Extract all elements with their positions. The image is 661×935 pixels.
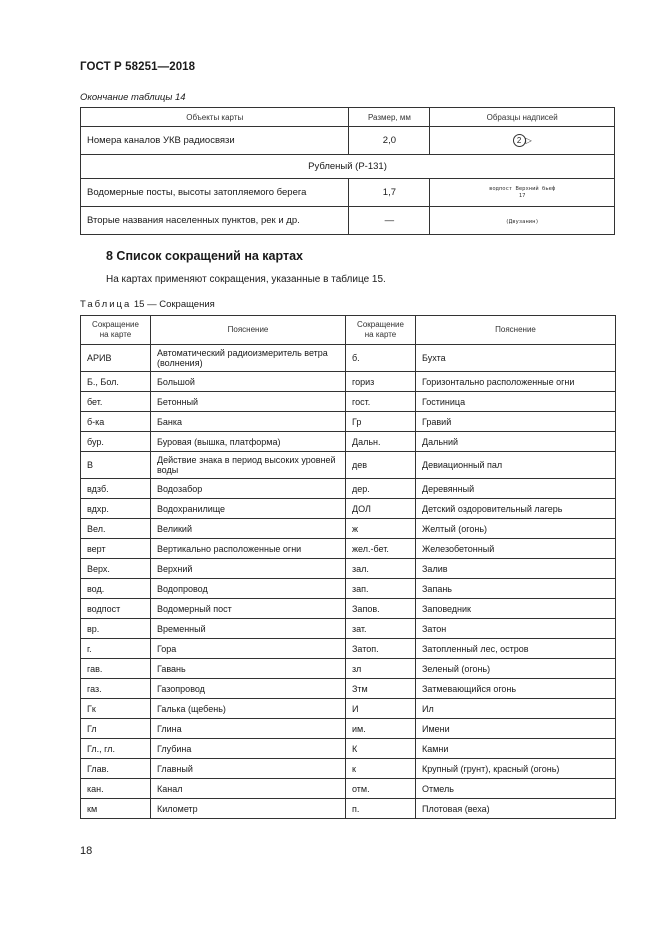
explanation-cell: Газопровод: [151, 679, 346, 699]
table-row: [81, 207, 615, 235]
explanation-cell: Временный: [151, 619, 346, 639]
explanation-cell: Действие знака в период высоких уровней воды: [151, 452, 346, 479]
table-row: [81, 432, 616, 452]
table-row: [81, 659, 616, 679]
explanation-cell: Бетонный: [151, 392, 346, 412]
abbr-cell: Глав.: [81, 759, 151, 779]
table-row: [81, 127, 615, 155]
explanation-cell: Затопленный лес, остров: [416, 639, 616, 659]
table-row: [81, 779, 616, 799]
table-row: [81, 372, 616, 392]
table-row: [81, 479, 616, 499]
table-row: [81, 599, 616, 619]
table-row: [81, 739, 616, 759]
abbr-cell: отм.: [346, 779, 416, 799]
table15-header-row: [81, 316, 616, 345]
explanation-cell: Заповедник: [416, 599, 616, 619]
table-row: [81, 412, 616, 432]
abbr-cell: К: [346, 739, 416, 759]
abbr-cell: верт: [81, 539, 151, 559]
table-row: [81, 759, 616, 779]
table-row: [81, 539, 616, 559]
sample-gauge-height: 17: [518, 192, 526, 199]
explanation-cell: Плотовая (веха): [416, 799, 616, 819]
table14-header-samples: Образцы надписей: [430, 108, 615, 127]
abbr-cell: Затоп.: [346, 639, 416, 659]
page-number: 18: [80, 845, 93, 857]
table14-subhead-row: [81, 155, 615, 179]
abbr-cell: вдзб.: [81, 479, 151, 499]
abbr-cell: гориз: [346, 372, 416, 392]
table-row: [81, 345, 616, 372]
abbr-cell: б.: [346, 345, 416, 372]
abbr-cell: ж: [346, 519, 416, 539]
table15-header-explanation: Пояснение: [151, 316, 346, 345]
table14-object-cell: Водомерные посты, высоты затопляемого берега: [81, 179, 349, 207]
table15-caption-title: 15 — Сокращения: [131, 299, 215, 310]
explanation-cell: Автоматический радиоизмеритель ветра (волнения): [151, 345, 346, 372]
explanation-cell: Девиационный пал: [416, 452, 616, 479]
table15-header-explanation: Пояснение: [416, 316, 616, 345]
abbr-cell: бур.: [81, 432, 151, 452]
explanation-cell: Гавань: [151, 659, 346, 679]
abbr-cell: И: [346, 699, 416, 719]
explanation-cell: Дальний: [416, 432, 616, 452]
explanation-cell: Крупный (грунт), красный (огонь): [416, 759, 616, 779]
table14-object-cell: Номера каналов УКВ радиосвязи: [81, 127, 349, 155]
explanation-cell: Желтый (огонь): [416, 519, 616, 539]
explanation-cell: Водохранилище: [151, 499, 346, 519]
table15-caption: [80, 299, 215, 310]
sample-second-name: (Двузанин): [505, 219, 539, 225]
explanation-cell: Верхний: [151, 559, 346, 579]
table14-object-cell: Вторые названия населенных пунктов, рек и др.: [81, 207, 349, 235]
sample-gauge-label: водпост Верхний бьеф: [489, 185, 556, 192]
table14-sample-cell: [430, 127, 615, 155]
abbr-cell: кан.: [81, 779, 151, 799]
explanation-cell: Залив: [416, 559, 616, 579]
explanation-cell: Горизонтально расположенные огни: [416, 372, 616, 392]
section-text: На картах применяют сокращения, указанные в таблице 15.: [106, 274, 386, 285]
abbr-cell: газ.: [81, 679, 151, 699]
table14-caption: Окончание таблицы 14: [80, 92, 186, 103]
table-row: [81, 699, 616, 719]
explanation-cell: Гравий: [416, 412, 616, 432]
abbr-cell: Б., Бол.: [81, 372, 151, 392]
explanation-cell: Буровая (вышка, платформа): [151, 432, 346, 452]
abbr-cell: В: [81, 452, 151, 479]
table-row: [81, 179, 615, 207]
explanation-cell: Водомерный пост: [151, 599, 346, 619]
table15-header-abbr: Сокращение на карте: [81, 316, 151, 345]
abbr-cell: зап.: [346, 579, 416, 599]
explanation-cell: Затмевающийся огонь: [416, 679, 616, 699]
table15-caption-label: Таблица: [80, 299, 132, 310]
abbr-cell: вр.: [81, 619, 151, 639]
table15-body: [81, 345, 616, 819]
explanation-cell: Зеленый (огонь): [416, 659, 616, 679]
table14-header-row: [81, 108, 615, 127]
abbr-cell: бет.: [81, 392, 151, 412]
explanation-cell: Вертикально расположенные огни: [151, 539, 346, 559]
abbr-cell: дер.: [346, 479, 416, 499]
explanation-cell: Галька (щебень): [151, 699, 346, 719]
explanation-cell: Водопровод: [151, 579, 346, 599]
table-row: [81, 579, 616, 599]
abbr-cell: Гл., гл.: [81, 739, 151, 759]
table-row: [81, 519, 616, 539]
explanation-cell: Камни: [416, 739, 616, 759]
abbr-cell: им.: [346, 719, 416, 739]
abbr-cell: Гк: [81, 699, 151, 719]
explanation-cell: Деревянный: [416, 479, 616, 499]
abbr-cell: зл: [346, 659, 416, 679]
table15-header-abbr: Сокращение на карте: [346, 316, 416, 345]
abbr-cell: жел.-бет.: [346, 539, 416, 559]
abbr-cell: г.: [81, 639, 151, 659]
abbr-cell: Зтм: [346, 679, 416, 699]
table-14: [80, 107, 615, 235]
abbr-cell: вод.: [81, 579, 151, 599]
table-row: [81, 499, 616, 519]
table-row: [81, 679, 616, 699]
explanation-cell: Километр: [151, 799, 346, 819]
abbr-cell: к: [346, 759, 416, 779]
abbr-cell: б-ка: [81, 412, 151, 432]
abbr-cell: Вел.: [81, 519, 151, 539]
table14-header-objects: Объекты карты: [81, 108, 349, 127]
explanation-cell: Гостиница: [416, 392, 616, 412]
section-title: 8 Список сокращений на картах: [106, 249, 304, 263]
abbr-cell: АРИВ: [81, 345, 151, 372]
table-row: [81, 799, 616, 819]
table14-size-cell: 2,0: [349, 127, 430, 155]
explanation-cell: Имени: [416, 719, 616, 739]
table14-size-cell: 1,7: [349, 179, 430, 207]
abbr-cell: п.: [346, 799, 416, 819]
explanation-cell: Великий: [151, 519, 346, 539]
abbr-cell: км: [81, 799, 151, 819]
table-row: [81, 719, 616, 739]
table14-sample-cell: [430, 179, 615, 207]
table-row: [81, 639, 616, 659]
explanation-cell: Бухта: [416, 345, 616, 372]
abbr-cell: зал.: [346, 559, 416, 579]
circled-channel-number: 2: [513, 134, 526, 147]
table-row: [81, 452, 616, 479]
table-row: [81, 559, 616, 579]
table14-header-size: Размер, мм: [349, 108, 430, 127]
explanation-cell: Глубина: [151, 739, 346, 759]
explanation-cell: Главный: [151, 759, 346, 779]
explanation-cell: Затон: [416, 619, 616, 639]
explanation-cell: Ил: [416, 699, 616, 719]
abbr-cell: зат.: [346, 619, 416, 639]
abbr-cell: водпост: [81, 599, 151, 619]
table14-subhead: Рубленый (Р-131): [81, 155, 615, 179]
table-row: [81, 392, 616, 412]
explanation-cell: Канал: [151, 779, 346, 799]
table14-sample-cell: [430, 207, 615, 235]
explanation-cell: Водозабор: [151, 479, 346, 499]
explanation-cell: Железобетонный: [416, 539, 616, 559]
table14-size-cell: —: [349, 207, 430, 235]
explanation-cell: Гора: [151, 639, 346, 659]
explanation-cell: Запань: [416, 579, 616, 599]
explanation-cell: Детский оздоровительный лагерь: [416, 499, 616, 519]
abbr-cell: гав.: [81, 659, 151, 679]
abbr-cell: вдхр.: [81, 499, 151, 519]
abbr-cell: Гл: [81, 719, 151, 739]
explanation-cell: Банка: [151, 412, 346, 432]
abbr-cell: ДОЛ: [346, 499, 416, 519]
explanation-cell: Отмель: [416, 779, 616, 799]
explanation-cell: Глина: [151, 719, 346, 739]
triangle-arrow-icon: ▷: [525, 136, 532, 145]
abbr-cell: гост.: [346, 392, 416, 412]
explanation-cell: Большой: [151, 372, 346, 392]
abbr-cell: дев: [346, 452, 416, 479]
document-header: ГОСТ Р 58251—2018: [80, 61, 196, 73]
table-15: [80, 315, 616, 819]
abbr-cell: Запов.: [346, 599, 416, 619]
abbr-cell: Гр: [346, 412, 416, 432]
abbr-cell: Верх.: [81, 559, 151, 579]
abbr-cell: Дальн.: [346, 432, 416, 452]
table-row: [81, 619, 616, 639]
